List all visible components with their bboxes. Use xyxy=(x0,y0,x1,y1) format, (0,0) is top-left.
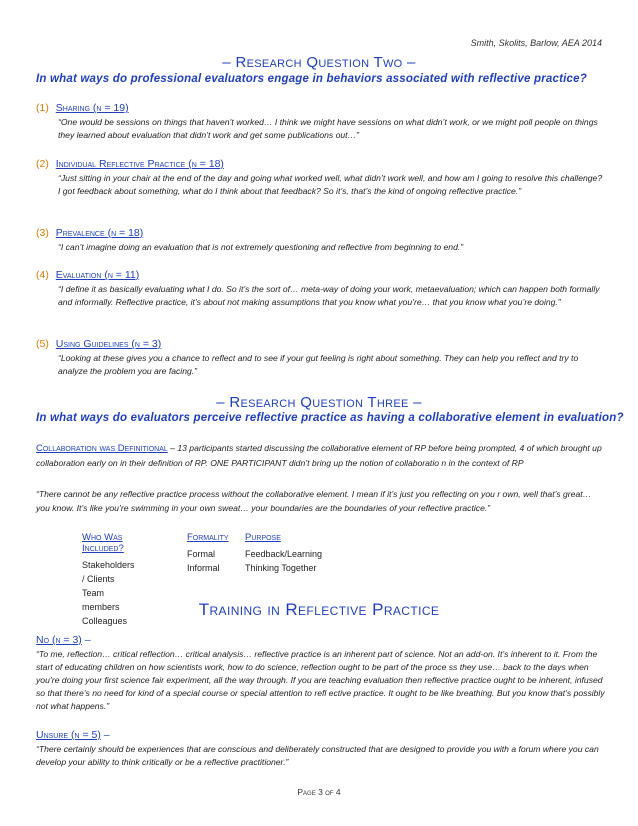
item-quote: “I define it as basically evaluating what I do. So it’s the sort of… meta-way of doing your work, metaevaluation; which can happen both formally and informally. Reflective practice, it’s about not making assumptions that you know what you’re… that you know what you’re doing.” xyxy=(58,284,600,307)
item-number: (2) xyxy=(36,158,49,170)
item-quote: “I can’t imagine doing an evaluation that is not extremely questioning and reflective from beginning to end.” xyxy=(58,242,464,252)
table-cell: Colleagues xyxy=(82,616,128,626)
rq2-item-individual-reflective-practice xyxy=(36,158,606,198)
training-unsure-label: Unsure (n = 5) xyxy=(36,729,101,741)
table-cell: Thinking Together xyxy=(245,563,317,573)
table-cell: Stakeholders / Clients xyxy=(82,560,135,584)
item-label: Sharing (n = 19) xyxy=(55,102,129,114)
item-label: Using Guidelines (n = 3) xyxy=(55,338,162,350)
collaboration-text: – 13 participants started discussing the collaborative element of RP before being prompted, 4 of which brought up collaboration early on in their definition of RP. ONE PARTICIPANT didn’t bring up the notion of collaboratio n in the context of RP xyxy=(36,443,602,468)
item-number: (1) xyxy=(36,102,49,114)
training-no-quote: “To me, reflection… critical reflection… critical analysis… reflective practice is an inherent part of science. Not an add-on. It’s inherent to it. From the start of educating children on how scientists work, how to do science, reflection ought to be part of the proce ss they use… back to the days when you’re doing your first science fair experiment, all the way through. If you are teaching evaluation then reflective practice ought to be inherent, infused so that there’s no need for kind of a special course or special attention to refl ective practice. It ought to be like breathing. But you know that’s possibly not what happens.” xyxy=(36,649,605,711)
item-number: (3) xyxy=(36,227,49,239)
training-title: Training in Reflective Practice xyxy=(198,600,440,619)
training-unsure-quote: “There certainly should be experiences that are conscious and deliberately constructed that are designed to provide you with a forum where you can develop your ability to think critically or be a reflective practitioner.” xyxy=(36,744,599,767)
rq2-item-prevalence xyxy=(36,227,606,254)
page-number: Page 3 of 4 xyxy=(297,787,341,797)
table-cell: Informal xyxy=(187,563,220,573)
item-quote: “One would be sessions on things that haven’t worked… I think we might have sessions on what didn’t work, or we might poll people on things they learned about evaluation that didn’t work and get some publications out…” xyxy=(58,117,598,140)
table-cell: Formal xyxy=(187,549,216,559)
collaboration-paragraph xyxy=(36,441,606,470)
item-label: Prevalence (n = 18) xyxy=(55,227,144,239)
rq3-title: – Research Question Three – xyxy=(216,394,422,411)
training-no-label: No (n = 3) xyxy=(36,634,82,646)
table-column-formality xyxy=(187,532,229,575)
rq2-title: – Research Question Two – xyxy=(222,54,416,71)
item-quote: “Looking at these gives you a chance to reflect and to see if your gut feeling is right about something. They can help you reflect and try to analyze the problem you are facing.” xyxy=(58,353,579,376)
rq3-question: In what ways do evaluators perceive reflective practice as having a collaborative element in evaluation? xyxy=(36,412,624,424)
rq2-item-evaluation xyxy=(36,269,606,309)
training-unsure: Unsure (n = 5) – “There certainly should be experiences that are conscious and deliberately constructed that are designed to provide you with a forum where you can develop your ability to think critically or be a reflective practitioner.” xyxy=(36,729,606,769)
table-cell: Team members xyxy=(82,588,120,612)
rq2-item-sharing xyxy=(36,102,606,142)
rq2-item-using-guidelines xyxy=(36,338,606,378)
collaboration-label: Collaboration was Definitional xyxy=(36,443,168,454)
item-number: (4) xyxy=(36,269,49,281)
author-header: Smith, Skolits, Barlow, AEA 2014 xyxy=(470,38,602,48)
item-label: Individual Reflective Practice (n = 18) xyxy=(55,158,224,170)
collaboration-quote: “There cannot be any reflective practice process without the collaborative element. I mean if it’s just you reflecting on you r own, well that’s great… you know. It’s like you’re swimming in your own sweat… your boundaries are the boundaries of your reflective practice.” xyxy=(36,489,592,513)
training-no: No (n = 3) – “To me, reflection… critical reflection… critical analysis… reflective practice is an inherent part of science. Not an add-on. It’s inherent to it. From the start of educating children on how scientists work, how to do science, reflection ought to be part of the proce ss they use… back to the days when you’re doing your first science fair experiment, all the way through. If you are teaching evaluation then reflective practice ought to be inherent, infused so that there’s no need for kind of a special course or special attention to refl ective practice. It ought to be like breathing. But you know that’s possibly not what happens.” xyxy=(36,634,605,711)
rq2-question: In what ways do professional evaluators engage in behaviors associated with reflective practice? xyxy=(36,73,587,85)
table-header: Purpose xyxy=(245,532,281,543)
table-cell: Feedback/Learning xyxy=(245,549,323,559)
table-column-purpose xyxy=(245,532,322,575)
item-quote: “Just sitting in your chair at the end of the day and going what worked well, what didn’t work well, and how am I going to resolve this challenge? I got feedback about something, what do I think about that feedback? So it’s, that’s the kind of ongoing reflective practice.” xyxy=(58,173,603,196)
table-header: Formality xyxy=(187,532,229,543)
table-header: Who Was Included? xyxy=(82,532,124,554)
item-label: Evaluation (n = 11) xyxy=(55,269,140,281)
item-number: (5) xyxy=(36,338,49,350)
